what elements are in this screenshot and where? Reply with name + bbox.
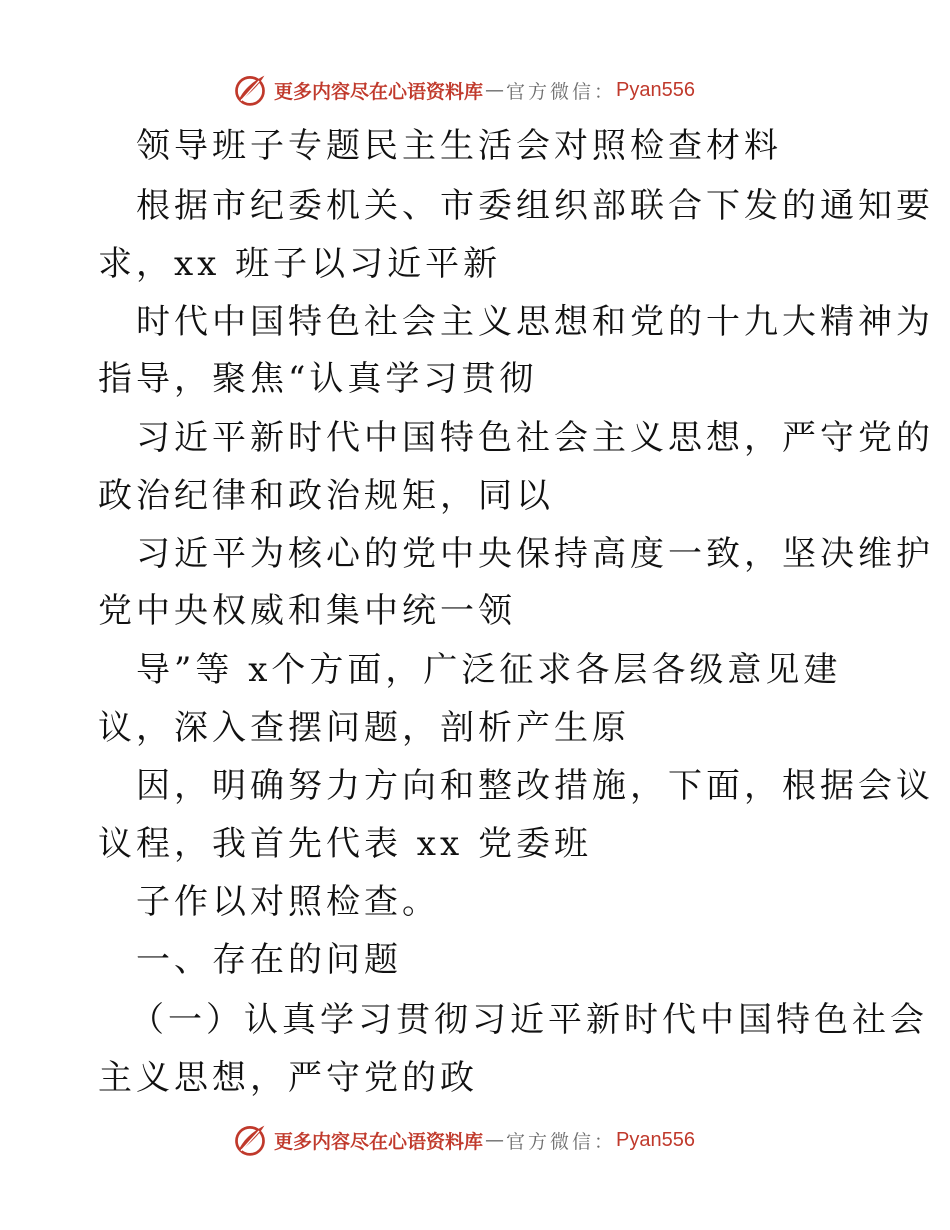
subsection-heading: （一）认真学习贯彻习近平新时代中国特色社会	[130, 1000, 928, 1040]
body-line: 政治纪律和政治规矩，同以	[98, 476, 554, 516]
body-line: 子作以对照检查。	[136, 882, 440, 922]
body-line: 根据市纪委机关、市委组织部联合下发的通知要	[136, 186, 934, 226]
feather-pen-logo-icon	[232, 1122, 268, 1158]
body-line: 习近平新时代中国特色社会主义思想，严守党的	[136, 418, 934, 458]
body-line: 求，xx 班子以习近平新	[98, 244, 502, 284]
body-line: 时代中国特色社会主义思想和党的十九大精神为	[136, 302, 934, 342]
feather-pen-logo-icon	[232, 72, 268, 108]
watermark-footer	[232, 1120, 695, 1160]
watermark-main-text: 更多内容尽在心语资料库	[274, 1130, 484, 1153]
body-line: 指导，聚焦“认真学习贯彻	[98, 359, 538, 399]
watermark-sub-text: 官方微信：	[506, 80, 617, 103]
body-line: 因，明确努力方向和整改措施，下面，根据会议	[136, 766, 934, 806]
watermark-main-text: 更多内容尽在心语资料库	[274, 80, 484, 103]
watermark-handle: Pyan556	[616, 78, 695, 101]
document-title: 领导班子专题民主生活会对照检查材料	[136, 126, 782, 166]
body-line: 导”等 x个方面，广泛征求各层各级意见建	[136, 650, 842, 690]
watermark-handle: Pyan556	[616, 1128, 695, 1151]
watermark-header	[232, 70, 695, 110]
body-line: 党中央权威和集中统一领	[98, 591, 516, 631]
watermark-sub-text: 官方微信：	[506, 1130, 617, 1153]
body-line: 习近平为核心的党中央保持高度一致，坚决维护	[136, 534, 934, 574]
watermark-dash: —	[485, 79, 505, 101]
body-line: 主义思想，严守党的政	[98, 1058, 478, 1098]
body-line: 议程，我首先代表 xx 党委班	[98, 824, 592, 864]
section-heading: 一、存在的问题	[136, 940, 402, 980]
body-line: 议，深入查摆问题，剖析产生原	[98, 708, 630, 748]
watermark-dash: —	[485, 1129, 505, 1151]
